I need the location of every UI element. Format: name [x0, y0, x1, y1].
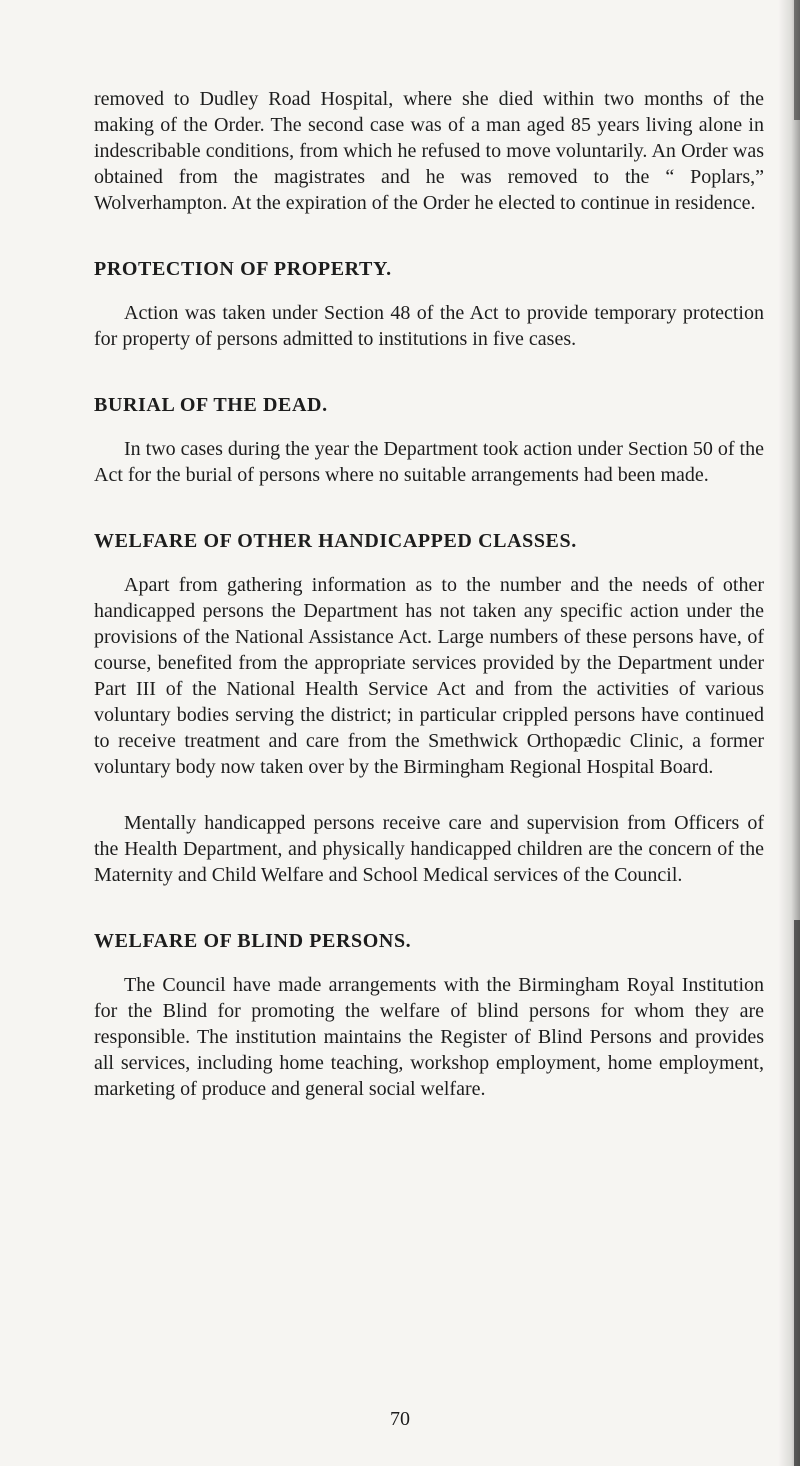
heading-welfare-blind-persons: WELFARE OF BLIND PERSONS. [94, 930, 412, 952]
intro-paragraph: removed to Dudley Road Hospital, where she died within two months of the making of the Order. The second case was of a man aged 85 years living alone in indescribable conditions, from which he refused to move voluntarily. An Order was obtained from the magistrates and he was removed to the “ Poplars,” Wolverhampton. At the expiration of the Order he elected to continue in residence. [94, 88, 764, 214]
document-page [94, 86, 764, 1102]
heading-protection-of-property: PROTECTION OF PROPERTY. [94, 258, 392, 280]
scan-edge-mark [794, 0, 800, 120]
welfare-other-handicapped-paragraph-2: Mentally handicapped persons receive care and supervision from Officers of the Health Department, and physically handicapped children are the concern of the Maternity and Child Welfare and School Medical services of the Council. [94, 812, 764, 886]
protection-of-property-paragraph: Action was taken under Section 48 of the Act to provide temporary protection for property of persons admitted to institutions in five cases. [94, 302, 764, 350]
burial-of-the-dead-paragraph: In two cases during the year the Department took action under Section 50 of the Act for the burial of persons where no suitable arrangements had been made. [94, 438, 764, 486]
page-number: 70 [390, 1408, 410, 1430]
heading-welfare-other-handicapped: WELFARE OF OTHER HANDICAPPED CLASSES. [94, 530, 577, 552]
welfare-blind-persons-paragraph: The Council have made arrangements with the Birmingham Royal Institution for the Blind for promoting the welfare of blind persons for whom they are responsible. The institution maintains the Register of Blind Persons and provides all services, including home teaching, workshop employment, home employment, marketing of produce and general social welfare. [94, 974, 764, 1100]
heading-burial-of-the-dead: BURIAL OF THE DEAD. [94, 394, 328, 416]
scan-edge-mark [794, 920, 800, 1466]
welfare-other-handicapped-paragraph-1: Apart from gathering information as to the number and the needs of other handicapped persons the Department has not taken any specific action under the provisions of the National Assistance Act. Large numbers of these persons have, of course, benefited from the appropriate services provided by the Department under Part III of the National Health Service Act and from the activities of various voluntary bodies serving the district; in particular crippled persons have continued to receive treatment and care from the Smethwick Orthopædic Clinic, a former voluntary body now taken over by the Birmingham Regional Hospital Board. [94, 574, 764, 778]
